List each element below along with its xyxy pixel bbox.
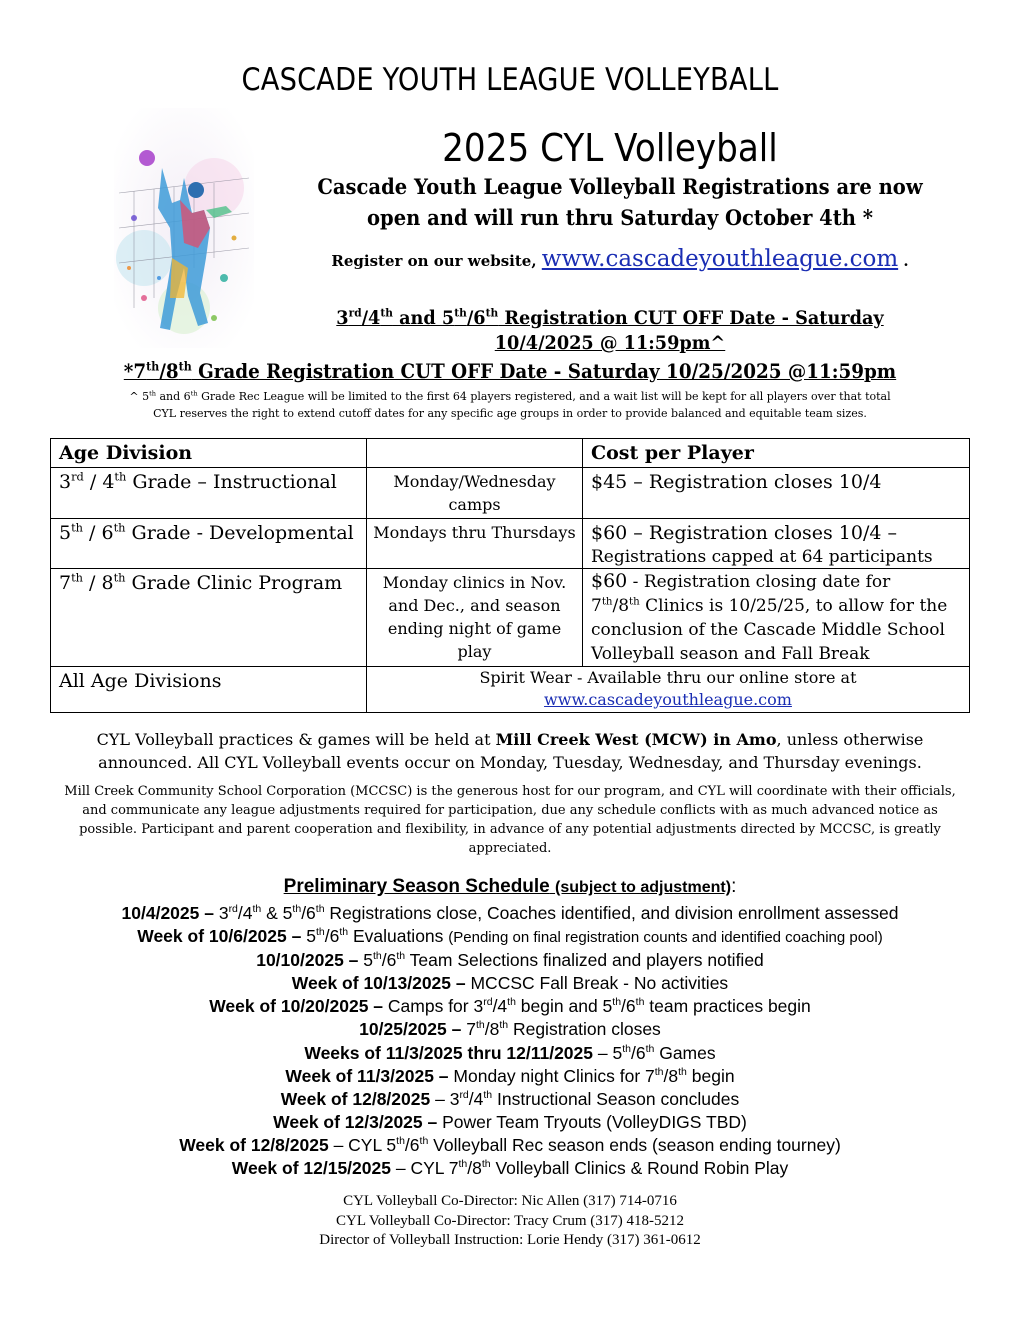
age-division-cell: 7th / 8th Grade Clinic Program (51, 569, 367, 667)
list-item: Week of 12/8/2025 – 3rd/4th Instructional Season concludes (280, 1088, 740, 1109)
table-header-row (51, 439, 970, 468)
store-link[interactable]: www.cascadeyouthleague.com (544, 690, 792, 709)
list-item: 10/4/2025 – 3rd/4th & 5th/6th Registrations close, Coaches identified, and division enrollment assessed (121, 903, 899, 923)
contact-co-director-1: CYL Volleyball Co-Director: Nic Allen (317) 714-0716 (343, 1193, 677, 1209)
cutoff-3-6-grade (312, 306, 907, 356)
cost-cell: $45 – Registration closes 10/4 (583, 468, 970, 519)
website-link[interactable]: www.cascadeyouthleague.com (541, 246, 899, 272)
header-cost-per-player: Cost per Player (583, 439, 970, 468)
spirit-wear-cell: Spirit Wear - Available thru our online store at www.cascadeyouthleague.com (367, 667, 970, 713)
fine-print-line-1: ^ 5th and 6th Grade Rec League will be limited to the first 64 players registered, and a wait list will be kept for all players over that total (129, 389, 891, 403)
league-title: CASCADE YOUTH LEAGUE VOLLEYBALL (241, 62, 779, 98)
table-row (51, 569, 970, 667)
register-prefix: Register on our website, (331, 252, 542, 270)
age-division-cell: All Age Divisions (51, 667, 367, 713)
cost-cell: $60 – Registration closes 10/4 – Registrations capped at 64 participants (583, 519, 970, 569)
list-item: Week of 10/6/2025 – 5th/6th Evaluations (Pending on final registration counts and identified coaching pool) (137, 926, 883, 947)
list-item: Week of 10/13/2025 – MCCSC Fall Break - No activities (291, 973, 729, 994)
registration-announcement (295, 171, 946, 233)
list-item: Week of 10/20/2025 – Camps for 3rd/4th begin and 5th/6th team practices begin (209, 996, 811, 1017)
table-row (51, 468, 970, 519)
header-schedule (367, 439, 583, 468)
cutoff-7-8-grade: *7th/8th Grade Registration CUT OFF Date - Saturday 10/25/2025 @11:59pm (123, 359, 897, 383)
contacts (0, 1192, 1020, 1251)
list-item: Weeks of 11/3/2025 thru 12/11/2025 – 5th/6th Games (304, 1042, 716, 1063)
season-schedule (30, 902, 990, 1180)
host-info: Mill Creek Community School Corporation (MCCSC) is the generous host for our program, and CYL will coordinate with their officials, and communicate any league adjustments required for participation, due any schedule conflicts with as much advanced notice as possible. Participant and parent cooperation and flexibility, in advance of any potential adjustments directed by MCCSC, is greatly appreciated. (64, 784, 956, 856)
venue-name: Mill Creek West (MCW) in Amo (495, 730, 777, 749)
schedule-cell: Monday/Wednesday camps (367, 468, 583, 519)
list-item: 10/25/2025 – 7th/8th Registration closes (359, 1019, 661, 1040)
schedule-heading: Preliminary Season Schedule (subject to adjustment): (283, 876, 737, 897)
venue-info: CYL Volleyball practices & games will be held at Mill Creek West (MCW) in Amo, unless otherwise announced. All CYL Volleyball events occur on Monday, Tuesday, Wednesday, and Thursday evenings. (96, 730, 924, 772)
cutoff-3-6-line-1: 3rd/4th and 5th/6th Registration CUT OFF Date - Saturday (336, 305, 884, 329)
list-item: 10/10/2025 – 5th/6th Team Selections finalized and players notified (256, 950, 764, 971)
list-item: Week of 11/3/2025 – Monday night Clinics for 7th/8th begin (285, 1065, 735, 1086)
schedule-cell: Mondays thru Thursdays (367, 519, 583, 569)
main-title: 2025 CYL Volleyball (442, 126, 778, 170)
list-item: Week of 12/15/2025 – CYL 7th/8th Volleyball Clinics & Round Robin Play (231, 1158, 789, 1179)
age-division-table (50, 438, 970, 713)
announcement-line-1: Cascade Youth League Volleyball Registrations are now (317, 174, 923, 199)
age-division-cell: 3rd / 4th Grade – Instructional (51, 468, 367, 519)
header-age-division: Age Division (51, 439, 367, 468)
schedule-cell: Monday clinics in Nov. and Dec., and season ending night of game play (367, 569, 583, 667)
list-item: Week of 12/8/2025 – CYL 5th/6th Volleyball Rec season ends (season ending tourney) (179, 1134, 841, 1155)
list-item: Week of 12/3/2025 – Power Team Tryouts (VolleyDIGS TBD) (273, 1111, 747, 1132)
table-row (51, 519, 970, 569)
age-division-cell: 5th / 6th Grade - Developmental (51, 519, 367, 569)
announcement-line-2: open and will run thru Saturday October 4th * (367, 205, 873, 230)
volleyball-player-watercolor-icon (114, 108, 254, 348)
fine-print-line-2: CYL reserves the right to extend cutoff dates for any specific age groups in order to provide balanced and equitable team sizes. (153, 407, 867, 420)
contact-co-director-2: CYL Volleyball Co-Director: Tracy Crum (317) 418-5212 (335, 1212, 685, 1229)
cost-cell: $60 - Registration closing date for 7th/8th Clinics is 10/25/25, to allow for the conclusion of the Cascade Middle School Volleyball season and Fall Break (583, 569, 970, 667)
register-suffix: . (898, 252, 909, 270)
contact-instruction-director: Director of Volleyball Instruction: Lorie Hendy (317) 361-0612 (319, 1232, 701, 1249)
register-line (280, 246, 960, 272)
cutoff-3-6-line-2: 10/4/2025 @ 11:59pm^ (494, 332, 726, 354)
fine-print (40, 388, 980, 422)
table-row (51, 667, 970, 713)
